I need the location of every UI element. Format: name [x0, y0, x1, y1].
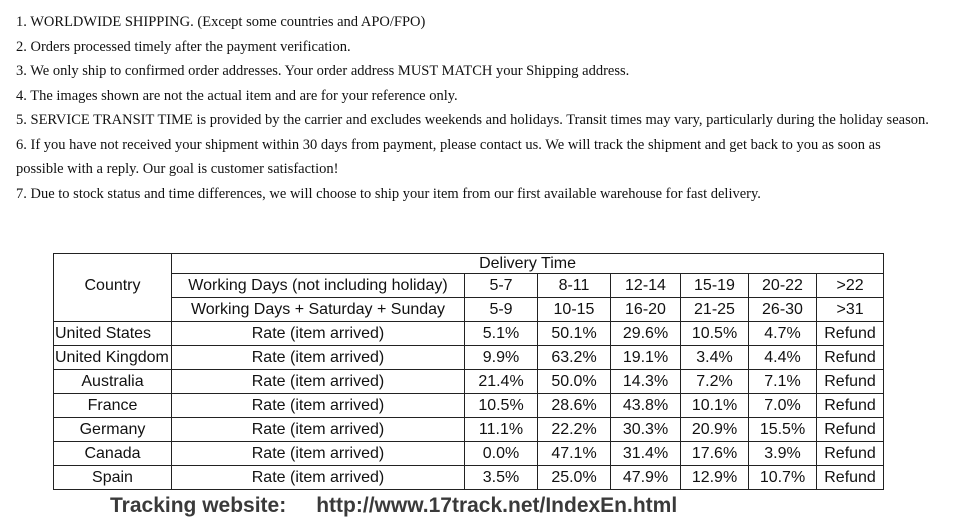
working-days-range: 12-14 — [611, 274, 681, 298]
working-days-weekend-range: 21-25 — [681, 298, 749, 322]
rate-cell: 7.2% — [681, 370, 749, 394]
policy-item-3: 3. We only ship to confirmed order addresses. Your order address MUST MATCH your Shipping address. — [16, 63, 630, 79]
rate-cell: 9.9% — [465, 346, 538, 370]
rate-cell: 14.3% — [611, 370, 681, 394]
rate-label-cell: Rate (item arrived) — [172, 322, 465, 346]
working-days-weekend-range: 26-30 — [749, 298, 817, 322]
rate-label-cell: Rate (item arrived) — [172, 394, 465, 418]
rate-cell: 10.7% — [749, 466, 817, 490]
working-days-weekend-label: Working Days + Saturday + Sunday — [172, 298, 465, 322]
policy-item-6: 6. If you have not received your shipment within 30 days from payment, please contact us. We will track the shipment and get back to you as soon as possible with a reply. Our goal is customer satisfaction! — [16, 136, 881, 177]
working-days-range: 8-11 — [538, 274, 611, 298]
table-header-row — [54, 254, 884, 274]
rate-cell: 43.8% — [611, 394, 681, 418]
rate-cell: 29.6% — [611, 322, 681, 346]
working-days-range: 15-19 — [681, 274, 749, 298]
policy-item-4: 4. The images shown are not the actual item and are for your reference only. — [16, 87, 458, 104]
rate-cell: 3.5% — [465, 466, 538, 490]
rate-cell: 50.0% — [538, 370, 611, 394]
working-days-weekend-range: 5-9 — [465, 298, 538, 322]
country-cell: France — [54, 394, 172, 418]
working-days-row — [54, 274, 884, 298]
rate-cell: 47.9% — [611, 466, 681, 490]
rate-cell: 28.6% — [538, 394, 611, 418]
working-days-weekend-row — [54, 298, 884, 322]
table-row — [54, 394, 884, 418]
shipping-policy-list — [16, 10, 931, 206]
country-header-spacer — [54, 298, 172, 322]
table-row — [54, 442, 884, 466]
rate-cell: 10.1% — [681, 394, 749, 418]
working-days-label: Working Days (not including holiday) — [172, 274, 465, 298]
country-cell: Germany — [54, 418, 172, 442]
table-row — [54, 418, 884, 442]
rate-cell: 30.3% — [611, 418, 681, 442]
rate-cell: 12.9% — [681, 466, 749, 490]
policy-item-7: 7. Due to stock status and time differences, we will choose to ship your item from our first available warehouse for fast delivery. — [16, 185, 761, 202]
refund-cell: Refund — [817, 394, 884, 418]
rate-cell: 21.4% — [465, 370, 538, 394]
rate-cell: 10.5% — [681, 322, 749, 346]
refund-cell: Refund — [817, 466, 884, 490]
rate-cell: 4.7% — [749, 322, 817, 346]
working-days-range: 5-7 — [465, 274, 538, 298]
country-cell: United States — [54, 322, 172, 346]
rate-cell: 22.2% — [538, 418, 611, 442]
country-cell: Australia — [54, 370, 172, 394]
rate-label-cell: Rate (item arrived) — [172, 370, 465, 394]
rate-cell: 7.1% — [749, 370, 817, 394]
rate-cell: 3.4% — [681, 346, 749, 370]
rate-cell: 7.0% — [749, 394, 817, 418]
rate-cell: 63.2% — [538, 346, 611, 370]
rate-cell: 5.1% — [465, 322, 538, 346]
tracking-label: Tracking website: — [110, 494, 287, 517]
rate-cell: 15.5% — [749, 418, 817, 442]
rate-label-cell: Rate (item arrived) — [172, 442, 465, 466]
rate-cell: 11.1% — [465, 418, 538, 442]
country-header: Country — [54, 274, 172, 298]
rate-cell: 31.4% — [611, 442, 681, 466]
country-cell: Spain — [54, 466, 172, 490]
rate-cell: 0.0% — [465, 442, 538, 466]
refund-cell: Refund — [817, 322, 884, 346]
rate-cell: 50.1% — [538, 322, 611, 346]
rate-cell: 25.0% — [538, 466, 611, 490]
policy-item-2: 2. Orders processed timely after the payment verification. — [16, 38, 351, 55]
refund-cell: Refund — [817, 442, 884, 466]
working-days-weekend-range: 16-20 — [611, 298, 681, 322]
rate-label-cell: Rate (item arrived) — [172, 418, 465, 442]
working-days-weekend-range: >31 — [817, 298, 884, 322]
table-row — [54, 370, 884, 394]
rate-cell: 17.6% — [681, 442, 749, 466]
tracking-url: http://www.17track.net/IndexEn.html — [316, 494, 678, 517]
tracking-website — [110, 494, 677, 518]
table-corner-cell — [54, 254, 172, 274]
delivery-time-table — [53, 253, 884, 490]
delivery-time-header: Delivery Time — [172, 254, 884, 274]
policy-item-1: 1. WORLDWIDE SHIPPING. (Except some countries and APO/FPO) — [16, 14, 426, 30]
refund-cell: Refund — [817, 370, 884, 394]
refund-cell: Refund — [817, 346, 884, 370]
policy-item-5: 5. SERVICE TRANSIT TIME is provided by the carrier and excludes weekends and holidays. Transit times may vary, particularly during the holiday season. — [16, 112, 929, 128]
working-days-range: >22 — [817, 274, 884, 298]
rate-cell: 3.9% — [749, 442, 817, 466]
rate-cell: 20.9% — [681, 418, 749, 442]
rate-cell: 19.1% — [611, 346, 681, 370]
working-days-weekend-range: 10-15 — [538, 298, 611, 322]
country-cell: Canada — [54, 442, 172, 466]
table-row — [54, 466, 884, 490]
working-days-range: 20-22 — [749, 274, 817, 298]
rate-cell: 47.1% — [538, 442, 611, 466]
table-row — [54, 346, 884, 370]
rate-cell: 10.5% — [465, 394, 538, 418]
rate-label-cell: Rate (item arrived) — [172, 346, 465, 370]
refund-cell: Refund — [817, 418, 884, 442]
rate-label-cell: Rate (item arrived) — [172, 466, 465, 490]
rate-cell: 4.4% — [749, 346, 817, 370]
table-row — [54, 322, 884, 346]
country-cell: United Kingdom — [54, 346, 172, 370]
